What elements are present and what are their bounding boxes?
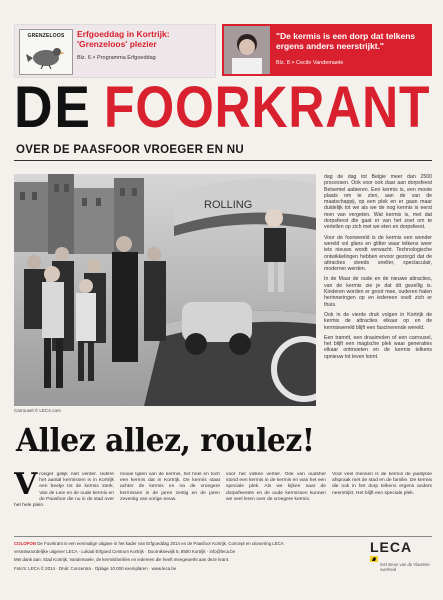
article-right-column [324, 174, 432, 412]
teaser-interview[interactable] [222, 24, 432, 76]
teaser-page-ref[interactable]: Blz. 8 > Cecile Vandemaele [276, 60, 344, 66]
teaser-page-ref[interactable]: Blz. 6 > Programma Erfgoeddag [77, 55, 156, 61]
stamp-label: GRENZELOOS [27, 33, 65, 39]
teaser-quote: "De kermis is een dorp dat telkens ergens anders neerstrijkt." [276, 31, 416, 51]
masthead-subtitle: OVER DE PAASFOOR VROEGER EN NU [16, 144, 244, 156]
svg-text:ROLLING: ROLLING [204, 199, 253, 211]
portrait-icon [224, 26, 270, 74]
article-headline: Allez allez, roulez! [16, 421, 315, 459]
divider [14, 160, 432, 161]
divider [14, 536, 432, 537]
body-column [120, 472, 220, 528]
leca-logo[interactable]: LECA [370, 539, 413, 555]
masthead-title-foorkrant: FOORKRANT [104, 75, 431, 140]
bird-icon [26, 42, 66, 70]
body-column [332, 472, 432, 528]
carrousel-photo [14, 174, 316, 406]
body-column [14, 472, 114, 528]
grenzeloos-stamp-image [19, 29, 73, 75]
colophon-line: verantwoordelijke uitgever LECA · Lokaal Erfgoed Centrum Kortrijk · Doorniksewijk 5, 8500 Kortrijk · info@leca.be [14, 549, 236, 555]
paragraph: voor het volkse vertier. Ook van oudsher stond een kermis in de kermis en was het een speciale plek. Als we kijken naar de dorpsfeesten en de oude kermissen kunnen we veel leren over de vroegere kermis. [226, 472, 326, 502]
colophon-label: COLOFON [14, 541, 36, 546]
masthead-title-de: DE [14, 75, 92, 140]
teaser-title: Erfgoeddag in Kortrijk: 'Grenzeloos' plezier [77, 29, 170, 49]
article-body [14, 472, 432, 528]
paragraph: Voor de foorwereld is de kermis een wonder wereld vol glans en glitter waar telkens weer iets nieuws wordt verwacht. Technologische ontwikkelingen hebben ervoor gezorgd dat de attracties steeds sneller, spectaculair, moderner werden. [324, 234, 432, 273]
paragraph: Ook in de vierde druk volgen in Kortrijk de kermis de attracties elkaar op en de kermiswereld blijft een fascinerende wereld. [324, 311, 432, 331]
vlaanderen-logo-text: met steun van de Vlaamse overheid [380, 562, 430, 572]
paragraph: In de Maar de oude en de nieuwe attracties, van de kermis zie je dat dit gezellig is. Kinderen worden er groot mee, ouderen halen herinneringen op en iedereen voelt zich er thuis. [324, 276, 432, 308]
paragraph: Een tramrit, een draaimolen of een carrousel, het blijft een magische plek waar generaties elkaar ontmoeten en de kermis telkens opnieuw tot leven komt. [324, 334, 432, 360]
paragraph: Voor veel mensen is de kermis de jaarlijkse afspraak met de stad en de familie. De kermis die ook in het dorp telkens ergens anders neerstrijkt. Het blijft een speciale plek. [332, 472, 432, 496]
vlaanderen-lion-icon [370, 556, 378, 562]
colophon-text: De Foorkrant is een eenmalige uitgave in het kader van Erfgoeddag 2014 en de Paasfoor Kortrijk. Concept en uitvoering LECA [37, 541, 284, 546]
photo-caption: Carrousel © LECA.com [14, 408, 61, 413]
dropcap: V [14, 472, 38, 502]
teaser-erfgoeddag[interactable] [14, 24, 216, 78]
portrait-photo [224, 26, 270, 74]
carrousel-scene-image [14, 174, 316, 406]
colophon-line [14, 540, 354, 548]
paragraph: roeger gelijk niet verder. Iedere het aantal kermissen is in Kortrijk een beetje tot de kermis sterk. Van de Leie en de oude kermis en de Paasfoor die nu in de stad over het hele plein. [14, 472, 114, 509]
colophon-line: Foto's: LECA © 2014 · Druk: Concentra · Oplage 10.000 exemplaren · www.leca.be [14, 565, 177, 571]
colophon-line: Met dank aan: Stad Kortrijk, Vandemaele, de kermisfamilies en iedereen die heeft meegewerkt aan deze krant. [14, 557, 230, 563]
body-column [226, 472, 326, 528]
colophon [14, 540, 354, 573]
paragraph: dag de dag tot Belgie meer dan 2500 processen. Ook voor ook daar aan dorpsfeest Belsemel aabieren. Een kermis is, een mooie plaats om te zien, aan de van de maatschappij, op een plek en er gaan maar duidelijk tot we als we de nog kermis is eerst men van vergeten. Wat kermis is, met dat dorpsfeest die gaat er van het zoet om te vertellen op zich met we eten en dorpsfeest. [324, 174, 432, 231]
paragraph: mooie tijden van de kermis, het heel en toch een kermis dat in Kortrijk. De kermis staat achter de kermis en na de vroegere kermissen in de jaren zestig en de jaren zeventig van vorige eeuw. [120, 472, 220, 502]
